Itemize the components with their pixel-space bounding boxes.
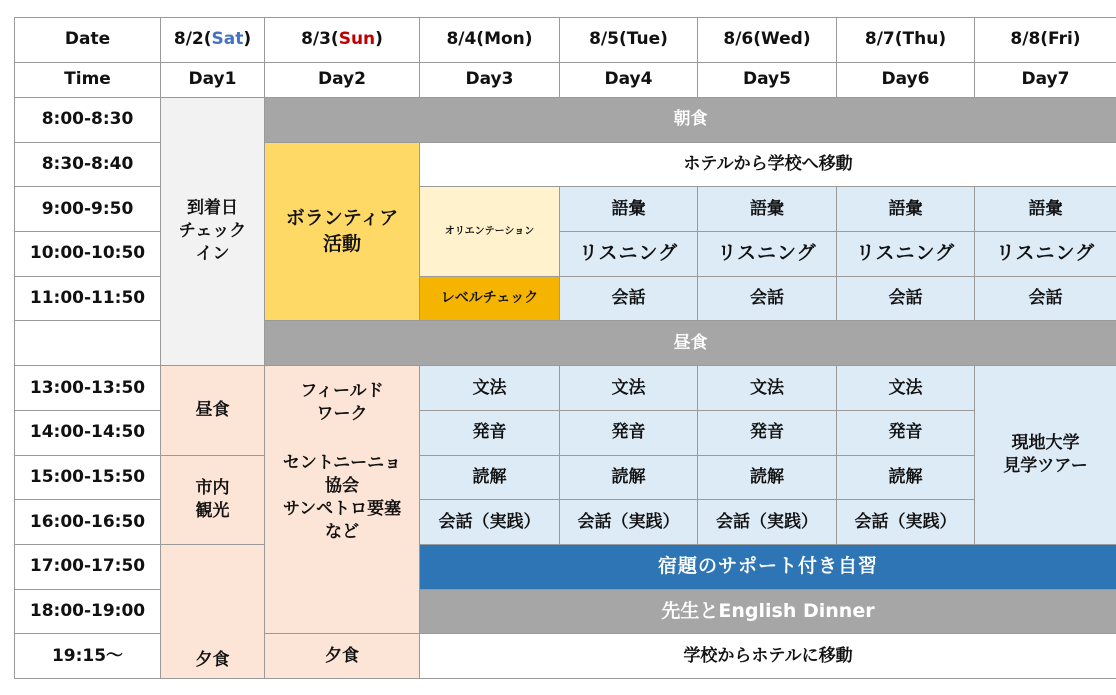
arrival-checkin-cell [161,98,265,366]
day-label: Day7 [975,62,1116,97]
listening-cell: リスニング [560,232,698,277]
pronunciation-cell: 発音 [560,410,698,455]
listening-cell: リスニング [837,232,975,277]
time-slot [15,321,161,366]
date-text: 8/3( [301,29,339,50]
vocab-cell: 語彙 [560,187,698,232]
reading-cell: 読解 [420,455,560,500]
time-slot: 10:00-10:50 [15,232,161,277]
cell-line: サンペトロ要塞 [282,498,402,519]
reading-cell: 読解 [837,455,975,500]
reading-cell: 読解 [560,455,698,500]
day-row [15,62,1116,97]
breakfast-cell: 朝食 [265,98,1116,143]
grammar-cell: 文法 [698,366,837,411]
time-slot: 16:00-16:50 [15,500,161,545]
cell-line: など [325,521,359,542]
grammar-cell: 文法 [420,366,560,411]
time-slot: 14:00-14:50 [15,410,161,455]
schedule-row [15,366,1116,411]
date-row [15,18,1116,63]
weekday: Tue [626,29,661,50]
day1-dinner-cell: 夕食 [161,544,265,678]
time-slot: 15:00-15:50 [15,455,161,500]
schedule-table [14,17,1116,679]
cell-line: 現地大学 [1011,433,1080,454]
date-day6 [837,18,975,63]
level-check-cell: レベルチェック [420,276,560,321]
date-text: 8/4( [446,29,485,50]
cell-line: セントニーニョ [282,453,402,474]
date-close: ) [660,29,668,50]
conv-practice-cell: 会話（実践） [837,500,975,545]
weekday: Wed [761,29,803,50]
english-dinner-cell: 先生とEnglish Dinner [420,589,1116,634]
time-slot: 19:15〜 [15,634,161,679]
date-day5 [698,18,837,63]
weekday: Fri [1048,29,1073,50]
date-day2 [265,18,420,63]
day1-lunch-cell: 昼食 [161,366,265,455]
conv-practice-cell: 会話（実践） [698,500,837,545]
vocab-cell: 語彙 [698,187,837,232]
cell-line: 到着日 [187,198,238,219]
date-text: 8/2( [173,29,212,50]
date-close: ) [375,29,383,50]
vocab-cell: 語彙 [837,187,975,232]
time-slot: 11:00-11:50 [15,276,161,321]
cell-line: イン [195,244,230,265]
date-day7 [975,18,1116,63]
date-day3 [420,18,560,63]
cell-line: 観光 [195,500,230,521]
vocab-cell: 語彙 [975,187,1116,232]
lunch-cell: 昼食 [265,321,1116,366]
schedule-row [15,455,1116,500]
date-close: ) [938,29,947,50]
weekday: Thu [902,29,939,50]
conv-practice-cell: 会話（実践） [420,500,560,545]
day2-dinner-cell: 夕食 [265,634,420,679]
self-study-cell: 宿題のサポート付き自習 [420,544,1116,589]
conversation-cell: 会話 [698,276,837,321]
conversation-cell: 会話 [837,276,975,321]
day-label: Day2 [265,62,420,97]
cell-line: 市内 [195,477,230,498]
time-slot: 18:00-19:00 [15,589,161,634]
cell-line: 見学ツアー [1003,456,1088,477]
cell-line: フィールド [300,381,384,402]
conv-practice-cell: 会話（実践） [560,500,698,545]
time-header: Time [15,62,161,97]
reading-cell: 読解 [698,455,837,500]
time-slot: 9:00-9:50 [15,187,161,232]
schedule-row [15,98,1116,143]
day-label: Day3 [420,62,560,97]
fieldwork-cell [265,366,420,634]
pronunciation-cell: 発音 [837,410,975,455]
pronunciation-cell: 発音 [420,410,560,455]
weekday-sat: Sat [211,29,244,50]
conversation-cell: 会話 [975,276,1116,321]
date-day1 [161,18,265,63]
cell-line: 活動 [322,232,361,255]
date-text: 8/7( [864,29,903,50]
day-label: Day6 [837,62,975,97]
day-label: Day1 [161,62,265,97]
cell-line: 協会 [325,475,359,496]
day-label: Day4 [560,62,698,97]
university-tour-cell [975,366,1116,545]
date-close: ) [243,29,252,50]
cell-line: ワーク [316,404,368,425]
date-close: ) [524,29,533,50]
date-close: ) [1072,29,1081,50]
date-text: 8/6( [723,29,761,50]
volunteer-cell [265,142,420,321]
move-to-school-cell: ホテルから学校へ移動 [420,142,1116,187]
day-label: Day5 [698,62,837,97]
orientation-cell: オリエンテーション [420,187,560,276]
listening-cell: リスニング [698,232,837,277]
grammar-cell: 文法 [560,366,698,411]
listening-cell: リスニング [975,232,1116,277]
date-text: 8/8( [1010,29,1049,50]
cell-line: ボランティア [285,206,399,229]
date-text: 8/5( [589,29,627,50]
date-close: ) [802,29,811,50]
grammar-cell: 文法 [837,366,975,411]
conversation-cell: 会話 [560,276,698,321]
date-day4 [560,18,698,63]
city-tour-cell [161,455,265,544]
weekday-sun: Sun [338,29,376,50]
cell-spacer [265,426,419,452]
time-slot: 17:00-17:50 [15,544,161,589]
time-slot: 8:00-8:30 [15,98,161,143]
time-slot: 13:00-13:50 [15,366,161,411]
pronunciation-cell: 発音 [698,410,837,455]
schedule-row [15,544,1116,589]
weekday: Mon [484,29,525,50]
move-to-hotel-cell: 学校からホテルに移動 [420,634,1116,679]
date-header: Date [15,18,161,63]
time-slot: 8:30-8:40 [15,142,161,187]
cell-line: チェック [178,221,247,242]
